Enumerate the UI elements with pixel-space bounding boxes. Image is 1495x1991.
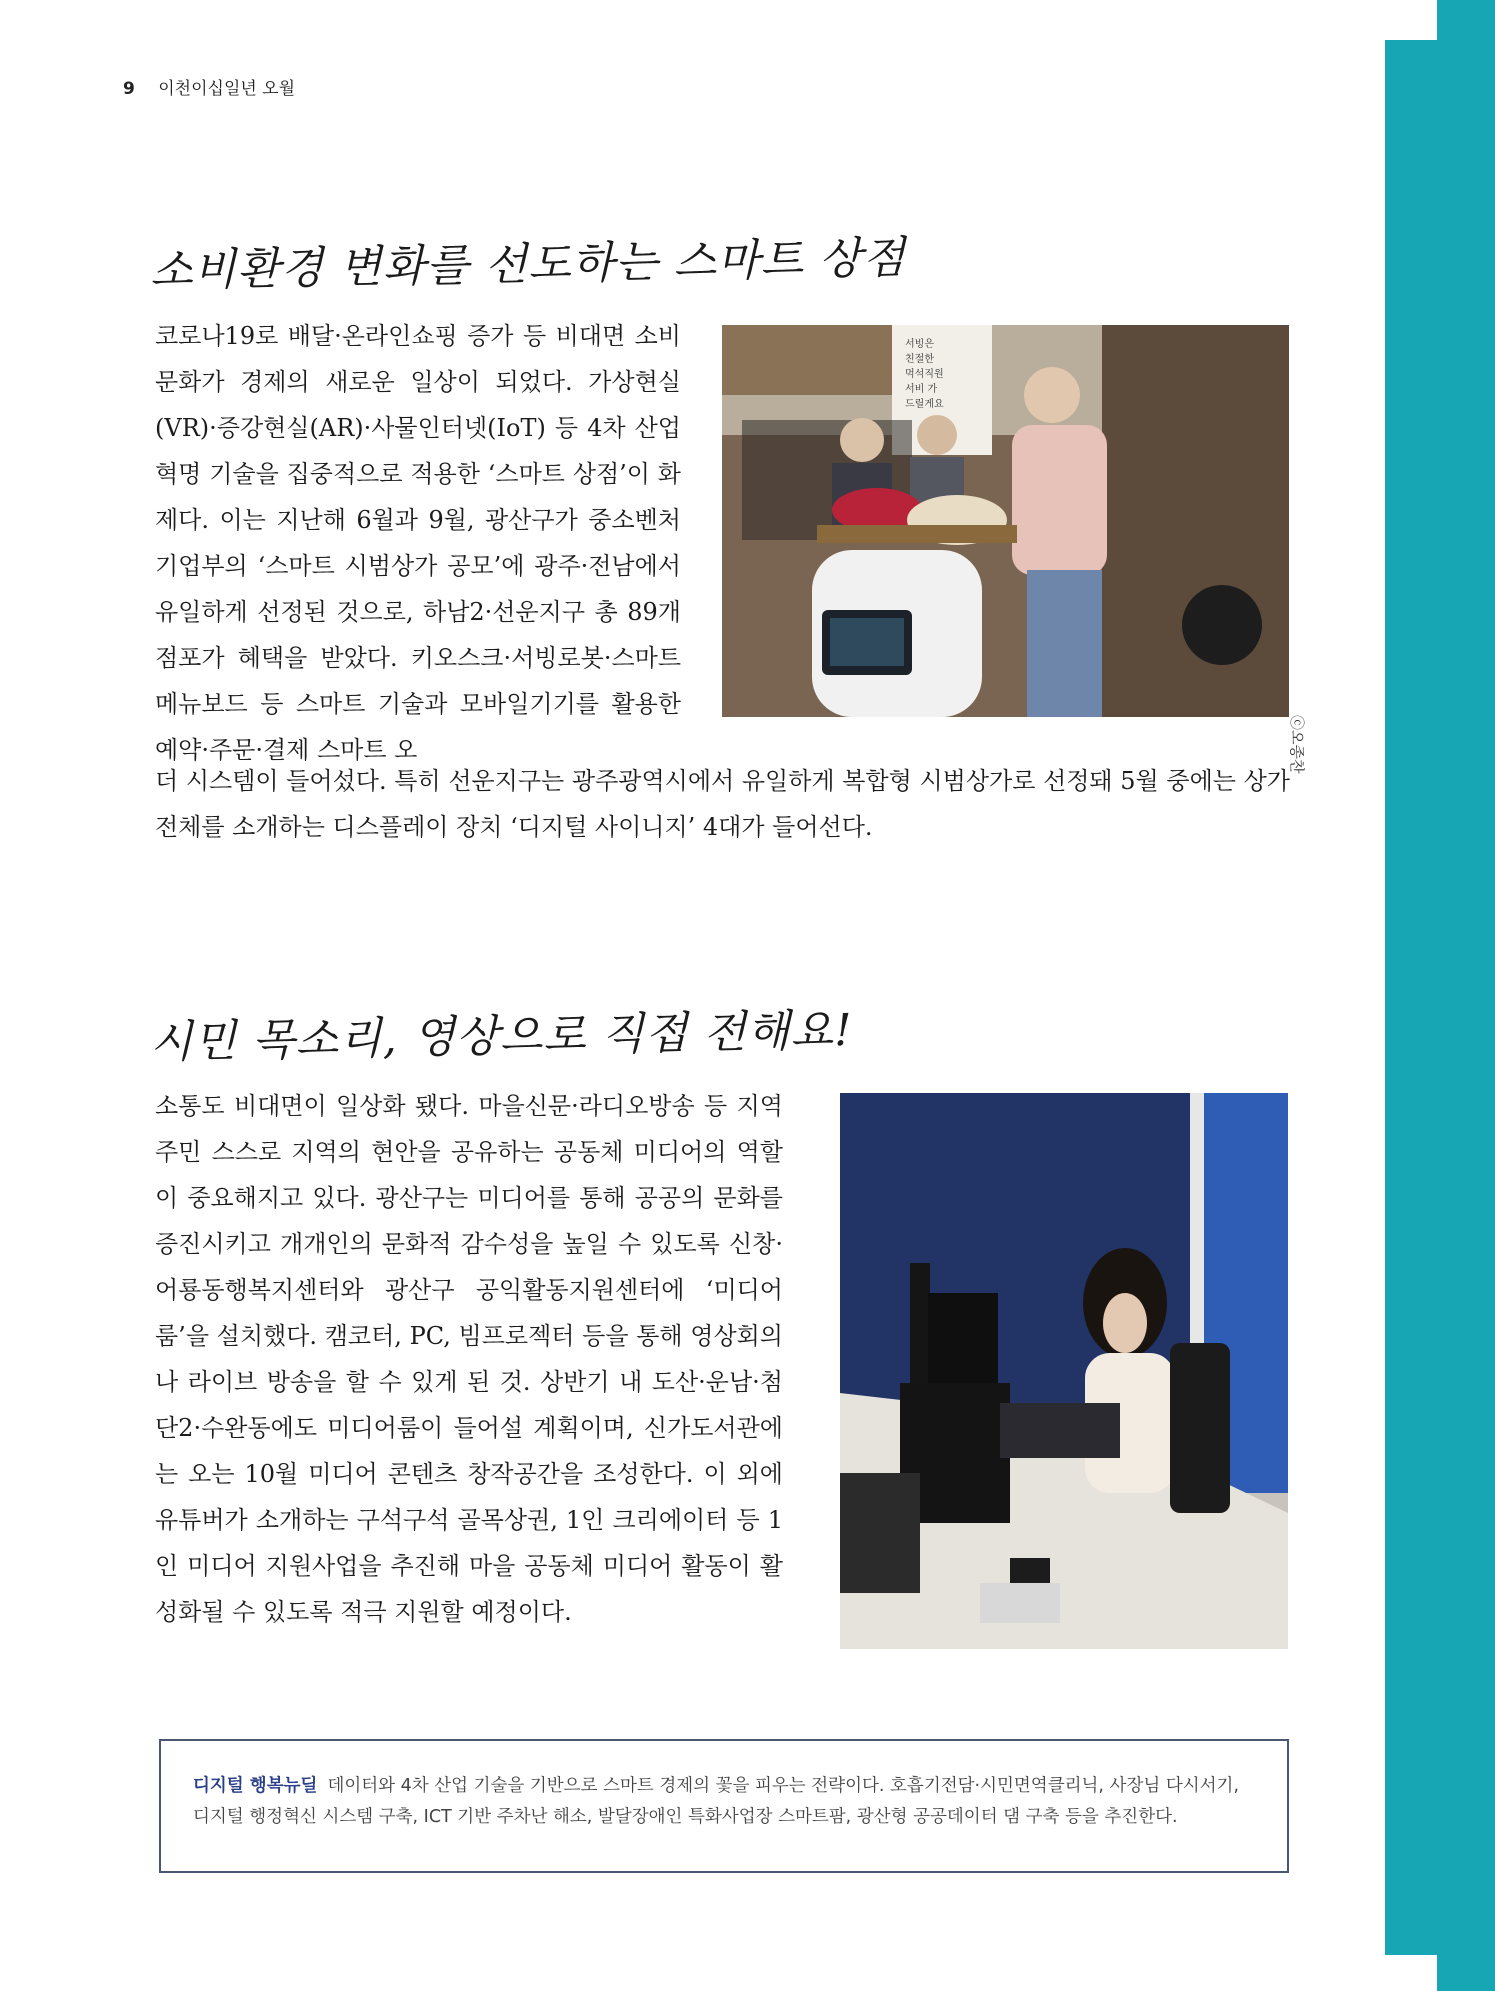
section1-paragraph-text: 코로나19로 배달·온라인쇼핑 증가 등 비대면 소비 문화가 경제의 새로운 일상이 되었다. 가상현실(VR)·증강현실(AR)·사물인터넷(IoT) 등 4차 산업혁명 기술을 집중적으로 적용한 ‘스마트 상점’이 화제다. 이는 지난해 6월과 9월, 광산구가 중소벤처기업부의 ‘스마트 시범상가 공모’에 광주·전남에서 유일하게 선정된 것으로, 하남2·선운지구 총 89개 점포가 혜택을 받았다. 키오스크·서빙로봇·스마트메뉴보드 등 스마트 기술과 모바일기기를 활용한 예약·주문·결제 스마트 오 xyxy=(155,322,681,764)
info-box-text: 데이터와 4차 산업 기술을 기반으로 스마트 경제의 꽃을 피우는 전략이다. 호흡기전담·시민면역클리닉, 사장님 다시서기, 디지털 행정혁신 시스템 구축, ICT 기반 주차난 해소, 발달장애인 특화사업장 스마트팜, 광산형 공공데이터 댐 구축 등을 추진한다. xyxy=(193,1776,1240,1827)
section1-heading: 소비환경 변화를 선도하는 스마트 상점 xyxy=(149,232,907,297)
page-number: 9 xyxy=(123,79,135,99)
photo-credit: ⓒ오종찬 xyxy=(1288,715,1306,774)
issue-date: 이천이십일년 오월 xyxy=(158,79,296,99)
smart-store-illustration xyxy=(722,325,1289,717)
side-accent-bar xyxy=(1385,0,1495,1991)
info-box xyxy=(159,1739,1289,1873)
section2-paragraph xyxy=(155,1083,783,1635)
section1-paragraph-full xyxy=(155,758,1290,850)
side-bar-notch-top xyxy=(1385,0,1437,40)
smart-store-photo xyxy=(722,325,1289,717)
section1-paragraph xyxy=(155,313,681,773)
media-room-photo xyxy=(840,1093,1288,1649)
media-room-illustration xyxy=(840,1093,1288,1649)
section2-paragraph-text: 소통도 비대면이 일상화 됐다. 마을신문·라디오방송 등 지역주민 스스로 지역의 현안을 공유하는 공동체 미디어의 역할이 중요해지고 있다. 광산구는 미디어를 통해 공공의 문화를 증진시키고 개개인의 문화적 감수성을 높일 수 있도록 신창·어룡동행복지센터와 광산구 공익활동지원센터에 ‘미디어룸’을 설치했다. 캠코터, PC, 빔프로젝터 등을 통해 영상회의나 라이브 방송을 할 수 있게 된 것. 상반기 내 도산·운남·첨단2·수완동에도 미디어룸이 들어설 계획이며, 신가도서관에는 오는 10월 미디어 콘텐츠 창작공간을 조성한다. 이 외에 유튜버가 소개하는 구석구석 골목상권, 1인 크리에이터 등 1인 미디어 지원사업을 추진해 마을 공동체 미디어 활동이 활성화될 수 있도록 적극 지원할 예정이다. xyxy=(155,1092,783,1626)
photo-sign-text: 서빙은 친절한 먹석직원 서비 가 드릴게요 xyxy=(905,339,944,410)
page-header xyxy=(123,74,295,99)
section2-heading: 시민 목소리, 영상으로 직접 전해요! xyxy=(149,1004,854,1069)
side-bar-notch-bottom xyxy=(1385,1955,1437,1991)
info-box-label: 디지털 행복뉴딜 xyxy=(193,1776,318,1796)
section1-paragraph-full-text: 더 시스템이 들어섰다. 특히 선운지구는 광주광역시에서 유일하게 복합형 시범상가로 선정돼 5월 중에는 상가 전체를 소개하는 디스플레이 장치 ‘디지털 사이니지’ 4대가 들어선다. xyxy=(155,767,1290,841)
